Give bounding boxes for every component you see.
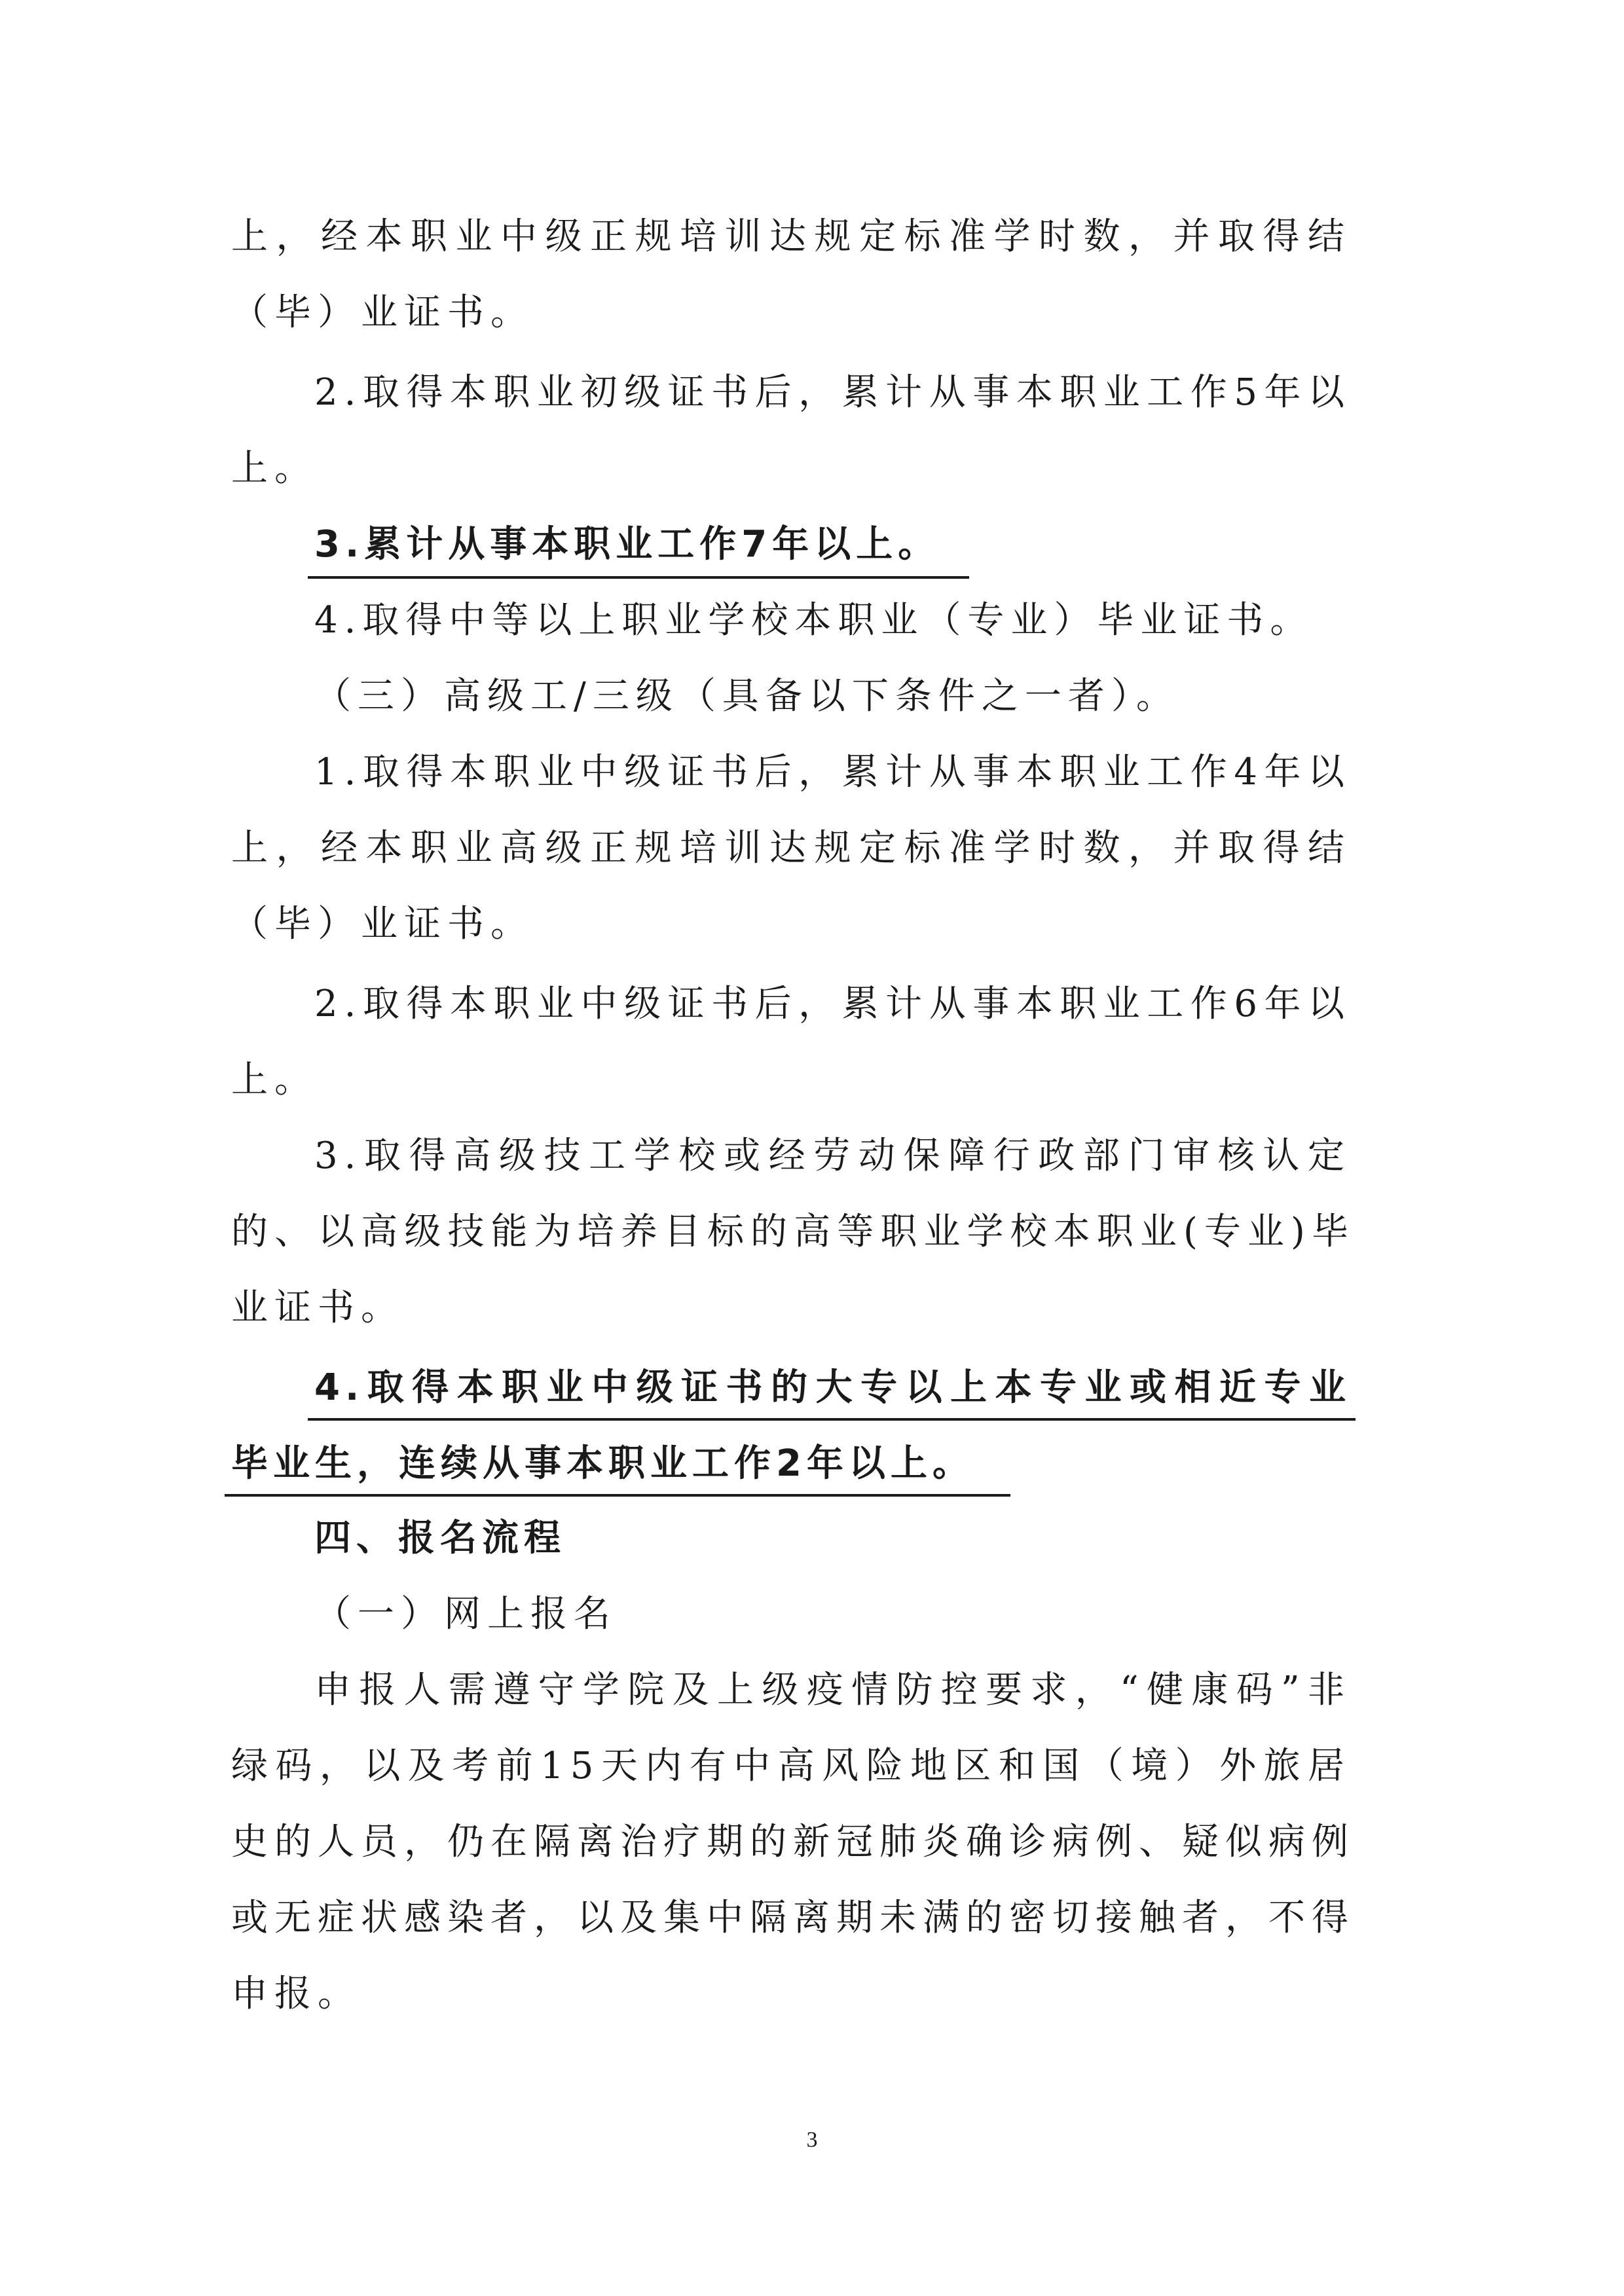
text-line: 1.取得本职业中级证书后，累计从事本职业工作4年以: [314, 751, 1351, 793]
section-subheading: [0, 1588, 1624, 1641]
paragraph-line: [0, 1130, 1624, 1182]
text-line: 绿码，以及考前15天内有中高风险地区和国（境）外旅居: [231, 1745, 1351, 1787]
paragraph-line: [0, 1816, 1624, 1868]
text-line: 4.取得中等以上职业学校本职业（专业）毕业证书。: [314, 599, 1314, 642]
text-line: （毕）业证书。: [231, 291, 534, 334]
paragraph-line: [0, 1740, 1624, 1793]
bold-underlined-text: 3.累计从事本职业工作7年以上。: [314, 523, 940, 566]
paragraph-line: [0, 1892, 1624, 1944]
text-line: 上。: [231, 1059, 318, 1101]
text-line: （一）网上报名: [314, 1593, 617, 1635]
section-heading: [0, 1512, 1624, 1565]
text-line: 申报人需遵守学院及上级疫情防控要求，“健康码”非: [314, 1669, 1351, 1711]
paragraph-line: [0, 746, 1624, 799]
paragraph-line-emphasis: [0, 1362, 1624, 1414]
paragraph-line: [0, 1054, 1624, 1106]
paragraph-line: [0, 822, 1624, 875]
text-line: 上，经本职业中级正规培训达规定标准学时数，并取得结: [231, 215, 1351, 258]
underline: [308, 576, 969, 579]
paragraph-line: [0, 287, 1624, 339]
text-line: 2.取得本职业初级证书后，累计从事本职业工作5年以: [314, 371, 1351, 414]
paragraph-line: [0, 1206, 1624, 1258]
paragraph-line-emphasis: [0, 519, 1624, 571]
text-line: （毕）业证书。: [231, 903, 534, 945]
paragraph-line: [0, 211, 1624, 263]
text-line: 上。: [231, 447, 318, 490]
paragraph-line: [0, 367, 1624, 419]
text-line: 史的人员，仍在隔离治疗期的新冠肺炎确诊病例、疑似病例: [231, 1821, 1355, 1863]
paragraph-line: [0, 594, 1624, 647]
paragraph-line: [0, 1282, 1624, 1334]
bold-underlined-text: 毕业生，连续从事本职业工作2年以上。: [231, 1442, 974, 1485]
text-line: 3.取得高级技工学校或经劳动保障行政部门审核认定: [314, 1135, 1351, 1177]
paragraph-line: [0, 978, 1624, 1030]
underline: [308, 1418, 1356, 1421]
text-line: 或无症状感染者，以及集中隔离期未满的密切接触者，不得: [231, 1897, 1355, 1939]
section-subheading: [0, 670, 1624, 723]
bold-underlined-text: 4.取得本职业中级证书的大专以上本专业或相近专业: [314, 1366, 1351, 1409]
paragraph-line: [0, 443, 1624, 495]
paragraph-line: [0, 1968, 1624, 2020]
text-line: 上，经本职业高级正规培训达规定标准学时数，并取得结: [231, 827, 1351, 869]
page-number: 3: [806, 2128, 818, 2152]
text-line: 的、以高级技能为培养目标的高等职业学校本职业(专业)毕: [231, 1211, 1351, 1253]
text-line: 2.取得本职业中级证书后，累计从事本职业工作6年以: [314, 983, 1351, 1025]
text-line: （三）高级工/三级（具备以下条件之一者）。: [314, 675, 1179, 718]
paragraph-line-emphasis: [0, 1438, 1624, 1490]
text-line: 申报。: [231, 1973, 361, 2015]
paragraph-line: [0, 1664, 1624, 1717]
heading-text: 四、报名流程: [314, 1517, 566, 1559]
text-line: 业证书。: [231, 1286, 404, 1329]
underline: [225, 1494, 1010, 1497]
paragraph-line: [0, 898, 1624, 951]
